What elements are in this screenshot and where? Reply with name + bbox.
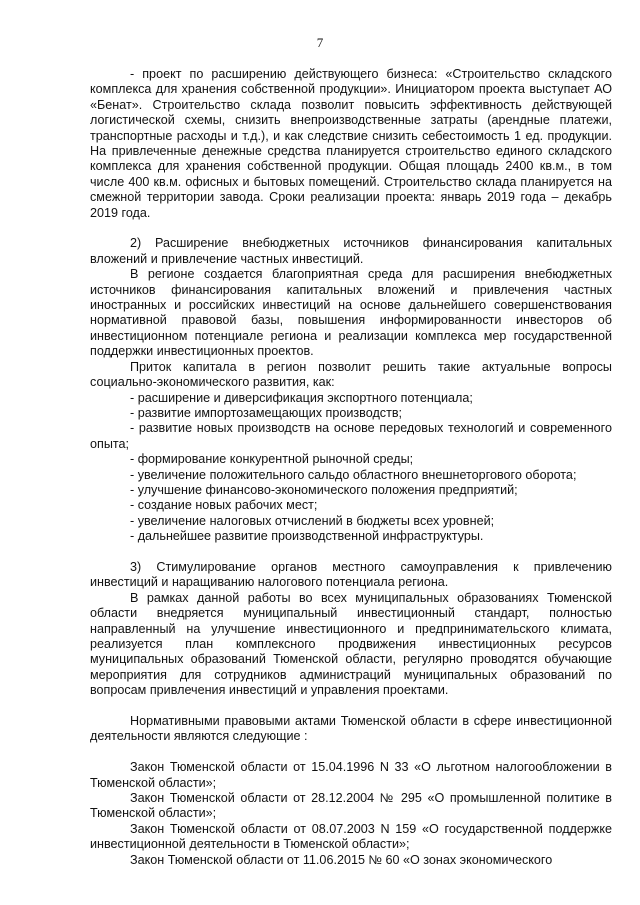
list-item: - улучшение финансово-экономического положения предприятий;	[130, 482, 518, 497]
document-body	[90, 67, 612, 868]
law-item: Закон Тюменской области от 11.06.2015 № 60 «О зонах экономического	[130, 852, 553, 867]
list-item: - увеличение налоговых отчислений в бюджеты всех уровней;	[130, 513, 495, 528]
paragraph-gap	[90, 699, 612, 714]
page-number: 7	[316, 35, 324, 50]
law-item: Закон Тюменской области от 08.07.2003 N 159 «О государственной поддержке инвестиционной деятельности в Тюменской области»;	[90, 821, 612, 852]
paragraph-gap	[90, 545, 612, 560]
list-item: - создание новых рабочих мест;	[130, 498, 318, 513]
list-item: - расширение и диверсификация экспортного потенциала;	[130, 390, 473, 405]
section-3-paragraph: В рамках данной работы во всех муниципальных образованиях Тюменской области внедряется муниципальный инвестиционный стандарт, полностью направленный на улучшение инвестиционного и предпринимательского климата, реализуется план комплексного продвижения инвестиционных ресурсов муниципальных образований Тюменской области, регулярно проводятся обучающие мероприятия для сотрудников администраций муниципальных образований по вопросам привлечения инвестиций и управления проектами.	[90, 590, 612, 698]
acts-intro: Нормативными правовыми актами Тюменской области в сфере инвестиционной деятельности являются следующие :	[90, 714, 612, 744]
law-item: Закон Тюменской области от 15.04.1996 N 33 «О льготном налогообложении в Тюменской области»;	[90, 760, 612, 790]
section-2-heading: 2) Расширение внебюджетных источников финансирования капитальных вложений и привлечение частных инвестиций.	[90, 236, 612, 266]
paragraph-gap	[90, 221, 612, 236]
paragraph-gap	[90, 745, 612, 760]
list-item: - развитие импортозамещающих производств;	[130, 405, 403, 420]
section-2-paragraph-2: Приток капитала в регион позволит решить такие актуальные вопросы социально-экономического развития, как:	[90, 359, 612, 390]
list-item: - увеличение положительного сальдо областного внешнеторгового оборота;	[130, 467, 577, 482]
section-3-heading: 3) Стимулирование органов местного самоуправления к привлечению инвестиций и наращиванию налогового потенциала региона.	[90, 559, 612, 590]
list-item: - развитие новых производств на основе передовых технологий и современного опыта;	[90, 421, 612, 451]
development-issues-list	[90, 391, 612, 545]
list-item: - формирование конкурентной рыночной среды;	[130, 452, 414, 467]
law-item: Закон Тюменской области от 28.12.2004 № 295 «О промышленной политике в Тюменской области»;	[90, 791, 612, 821]
project-paragraph: - проект по расширению действующего бизнеса: «Строительство складского комплекса для хранения собственной продукции». Инициатором проекта выступает АО «Бенат». Строительство склада позволит повысить эффективность действующей логистической схемы, снизить внепроизводственные затраты (арендные платежи, транспортные расходы и т.д.), и как следствие снизить себестоимость 1 ед. продукции. На привлеченные денежные средства планируется строительство единого складского комплекса для хранения собственной продукции. Общая площадь 2400 кв.м., в том числе 400 кв.м. офисных и бытовых помещений. Строительство склада планируется на смежной территории завода. Сроки реализации проекта: январь 2019 года – декабрь 2019 года.	[90, 67, 612, 220]
list-item: - дальнейшее развитие производственной инфраструктуры.	[130, 529, 484, 544]
section-2-paragraph-1: В регионе создается благоприятная среда для расширения внебюджетных источников финансирования капитальных вложений и привлечения частных иностранных и российских инвестиций на основе дальнейшего совершенствования нормативной правовой базы, повышения информированности инвесторов об инвестиционном потенциале региона и реализации комплекса мер государственной поддержки инвестиционных проектов.	[90, 267, 612, 359]
